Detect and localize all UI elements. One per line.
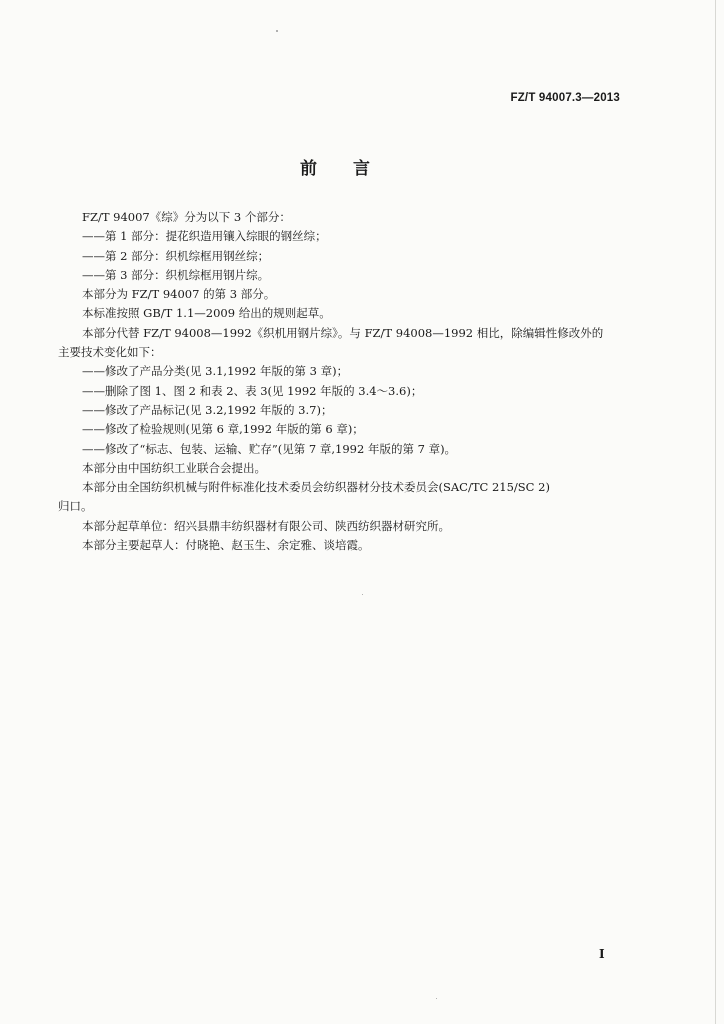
list-item: ——修改了产品分类(见 3.1,1992 年版的第 3 章)； <box>82 364 349 379</box>
page-title: 前言 <box>300 159 406 179</box>
paragraph-line: FZ/T 94007《综》分为以下 3 个部分： <box>82 210 291 224</box>
paragraph-continuation: 归口。 <box>58 499 93 514</box>
foreword-body <box>58 208 618 555</box>
list-item: ——第 3 部分：织机综框用钢片综。 <box>82 267 270 282</box>
standard-code: FZ/T 94007.3—2013 <box>510 92 620 104</box>
paragraph-line: 本部分由全国纺织机械与附件标准化技术委员会纺织器材分技术委员会(SAC/TC 215/SC 2) <box>82 480 550 495</box>
paragraph-continuation: 主要技术变化如下： <box>58 345 162 360</box>
paragraph-line: 本部分代替 FZ/T 94008—1992《织机用钢片综》。与 FZ/T 94008—1992 相比，除编辑性修改外的 <box>82 325 604 340</box>
paragraph-line: 本部分为 FZ/T 94007 的第 3 部分。 <box>82 287 276 302</box>
list-item: ——删除了图 1、图 2 和表 2、表 3(见 1992 年版的 3.4～3.6)； <box>82 383 423 398</box>
scan-speck <box>362 594 363 595</box>
paragraph-line: 本部分主要起草人：付晓艳、赵玉生、余定雅、谈培霞。 <box>82 538 370 553</box>
list-item: ——修改了“标志、包装、运输、贮存”(见第 7 章,1992 年版的第 7 章)。 <box>82 441 457 456</box>
page-number: I <box>599 947 605 961</box>
page-edge-line <box>715 0 716 1024</box>
list-item: ——第 2 部分：织机综框用钢丝综； <box>82 248 270 263</box>
list-item: ——修改了检验规则(见第 6 章,1992 年版的第 6 章)； <box>82 422 364 437</box>
paragraph-line: 本部分由中国纺织工业联合会提出。 <box>82 460 266 475</box>
paragraph-line: 本部分起草单位：绍兴县鼎丰纺织器材有限公司、陕西纺织器材研究所。 <box>82 518 450 533</box>
scan-speck <box>276 30 278 32</box>
list-item: ——第 1 部分：提花织造用镶入综眼的钢丝综； <box>82 229 327 244</box>
list-item: ——修改了产品标记(见 3.2,1992 年版的 3.7)； <box>82 402 333 417</box>
paragraph-line: 本标准按照 GB/T 1.1—2009 给出的规则起草。 <box>82 306 331 321</box>
scan-speck <box>436 998 437 999</box>
